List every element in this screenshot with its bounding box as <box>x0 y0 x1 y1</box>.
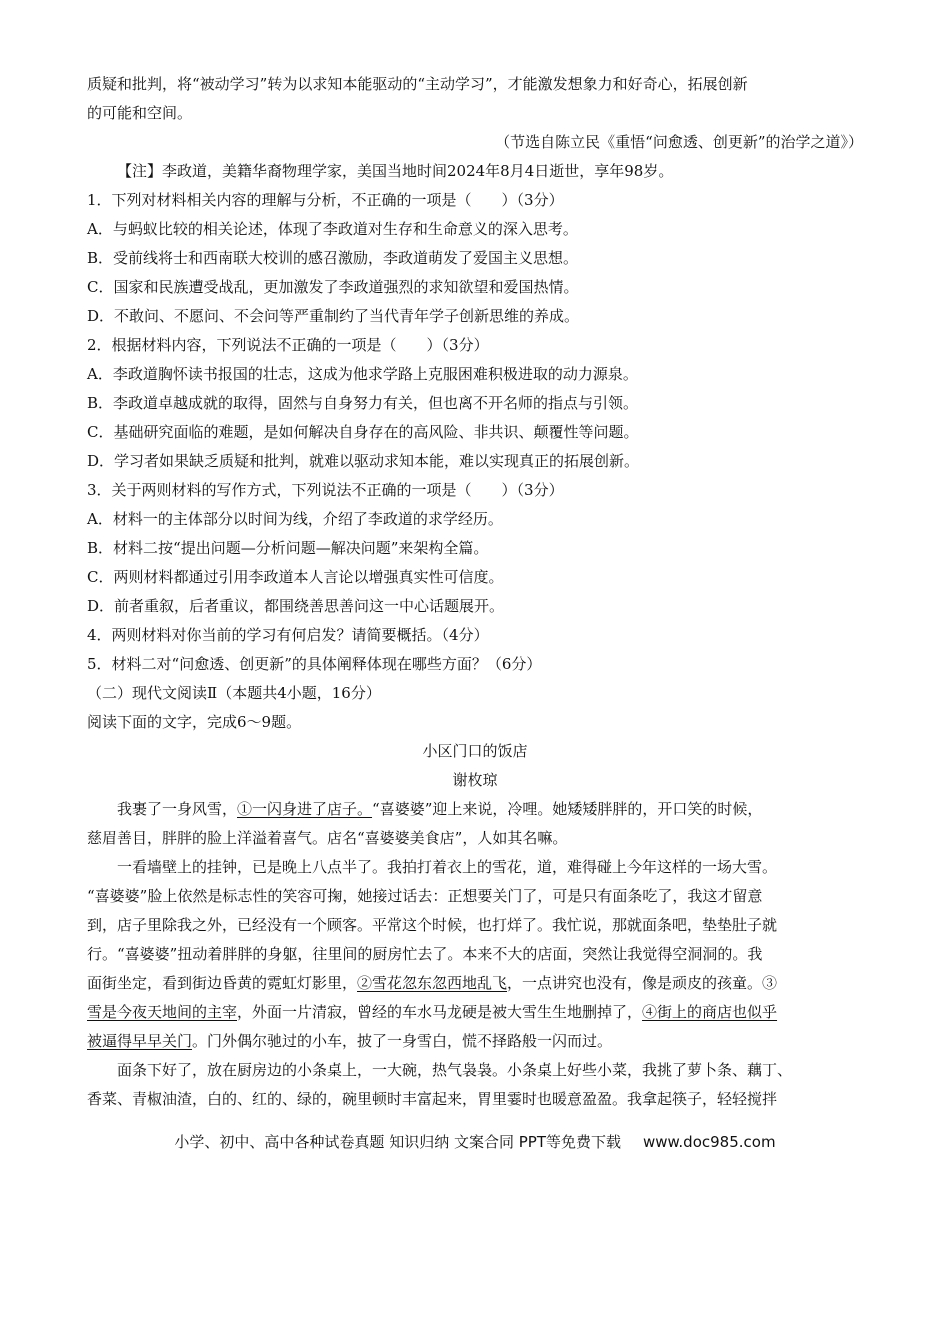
underlined-sentence-3: 雪是今夜天地间的主宰 <box>87 1003 238 1021</box>
option-b: B．材料二按“提出问题—分析问题—解决问题”来架构全篇。 <box>87 539 489 557</box>
paragraph-line <box>87 1027 863 1056</box>
question-stem: 3．关于两则材料的写作方式，下列说法不正确的一项是（ ）（3分） <box>87 481 564 499</box>
marker-3: ③ <box>762 974 778 992</box>
footer-url[interactable]: www.doc985.com <box>642 1133 776 1151</box>
document-body <box>87 70 863 1114</box>
reading-instruction: 阅读下面的文字，完成6～9题。 <box>87 713 302 731</box>
underlined-sentence-4: ④街上的商店也似乎 <box>642 1003 778 1021</box>
underlined-sentence-2: ②雪花忽东忽西地乱飞 <box>357 974 508 992</box>
page-footer <box>0 1131 950 1152</box>
footer-text: 小学、初中、高中各种试卷真题 知识归纳 文案合同 PPT等免费下载 <box>174 1133 621 1151</box>
question-4: 4．两则材料对你当前的学习有何启发？请简要概括。（4分） <box>87 626 489 644</box>
underlined-sentence-1: ①一闪身进了店子。 <box>237 800 373 818</box>
text-span: ，外面一片清寂，曾经的车水马龙硬是被大雪生生地删掉了， <box>237 1003 643 1021</box>
text-span: ，一点讲究也没有，像是顽皮的孩童。 <box>507 974 763 992</box>
paragraph-line <box>87 998 863 1027</box>
material-end-line2: 的可能和空间。 <box>87 104 193 122</box>
question-stem: 1．下列对材料相关内容的理解与分析，不正确的一项是（ ）（3分） <box>87 191 564 209</box>
paragraph-line: “喜婆婆”脸上依然是标志性的笑容可掬，她接过话去：正想要关门了，可是只有面条吃了，我这才留意 <box>87 887 763 905</box>
story-paragraph-1 <box>87 795 863 853</box>
option-b: B．李政道卓越成就的取得，固然与自身努力有关，但也离不开名师的指点与引领。 <box>87 394 639 412</box>
option-c: C．基础研究面临的难题，是如何解决自身存在的高风险、非共识、颠覆性等问题。 <box>87 423 639 441</box>
option-a: A．李政道胸怀读书报国的壮志，这成为他求学路上克服困难积极进取的动力源泉。 <box>87 365 638 383</box>
question-3 <box>87 476 863 621</box>
question-1 <box>87 186 863 331</box>
source-citation: （节选自陈立民《重悟“问愈透、创更新”的治学之道》） <box>495 133 863 151</box>
question-2 <box>87 331 863 476</box>
option-b: B．受前线将士和西南联大校训的感召激励，李政道萌发了爱国主义思想。 <box>87 249 579 267</box>
paragraph-line: 香菜、青椒油渣，白的、红的、绿的，碗里顿时丰富起来，胃里霎时也暖意盈盈。我拿起筷子，轻轻搅拌 <box>87 1090 778 1108</box>
note: 【注】李政道，美籍华裔物理学家，美国当地时间2024年8月4日逝世，享年98岁。 <box>117 162 674 180</box>
paragraph-line: 行。“喜婆婆”扭动着胖胖的身躯，往里间的厨房忙去了。本来不大的店面，突然让我觉得空洞洞的。我 <box>87 945 763 963</box>
option-d: D．不敢问、不愿问、不会问等严重制约了当代青年学子创新思维的养成。 <box>87 307 580 325</box>
paragraph-line: 到，店子里除我之外，已经没有一个顾客。平常这个时候，也打烊了。我忙说，那就面条吧，垫垫肚子就 <box>87 916 778 934</box>
story-title: 小区门口的饭店 <box>422 742 528 760</box>
text-span: 。门外偶尔驰过的小车，披了一身雪白，慌不择路般一闪而过。 <box>192 1032 613 1050</box>
material-end-line1: 质疑和批判，将“被动学习”转为以求知本能驱动的“主动学习”，才能激发想象力和好奇心，拓展创新 <box>87 75 748 93</box>
text-span: 面街坐定，看到街边昏黄的霓虹灯影里， <box>87 974 358 992</box>
text-span: “喜婆婆”迎上来说，冷哩。她矮矮胖胖的，开口笑的时候， <box>372 800 763 818</box>
option-a: A．材料一的主体部分以时间为线，介绍了李政道的求学经历。 <box>87 510 503 528</box>
underlined-sentence-4-cont: 被逼得早早关门 <box>87 1032 193 1050</box>
paragraph-line: 一看墙壁上的挂钟，已是晚上八点半了。我拍打着衣上的雪花，道，难得碰上今年这样的一场大雪。 <box>117 858 778 876</box>
paragraph-line <box>87 969 863 998</box>
text-span: 我裹了一身风雪， <box>117 800 238 818</box>
option-d: D．前者重叙，后者重议，都围绕善思善问这一中心话题展开。 <box>87 597 505 615</box>
paragraph-line: 面条下好了，放在厨房边的小条桌上，一大碗，热气袅袅。小条桌上好些小菜，我挑了萝卜条、藕丁、 <box>117 1061 793 1079</box>
option-c: C．两则材料都通过引用李政道本人言论以增强真实性可信度。 <box>87 568 504 586</box>
question-5: 5．材料二对“问愈透、创更新”的具体阐释体现在哪些方面？（6分） <box>87 655 542 673</box>
option-c: C．国家和民族遭受战乱，更加激发了李政道强烈的求知欲望和爱国热情。 <box>87 278 579 296</box>
section-heading: （二）现代文阅读Ⅱ（本题共4小题，16分） <box>87 684 381 702</box>
story-paragraph-2 <box>87 853 863 1056</box>
story-paragraph-3 <box>87 1056 863 1114</box>
option-a: A．与蚂蚁比较的相关论述，体现了李政道对生存和生命意义的深入思考。 <box>87 220 578 238</box>
paragraph-line <box>87 795 863 824</box>
question-stem: 2．根据材料内容，下列说法不正确的一项是（ ）（3分） <box>87 336 489 354</box>
paragraph-line: 慈眉善目，胖胖的脸上洋溢着喜气。店名“喜婆婆美食店”，人如其名嘛。 <box>87 829 568 847</box>
option-d: D．学习者如果缺乏质疑和批判，就难以驱动求知本能，难以实现真正的拓展创新。 <box>87 452 640 470</box>
story-author: 谢枚琼 <box>452 771 498 789</box>
